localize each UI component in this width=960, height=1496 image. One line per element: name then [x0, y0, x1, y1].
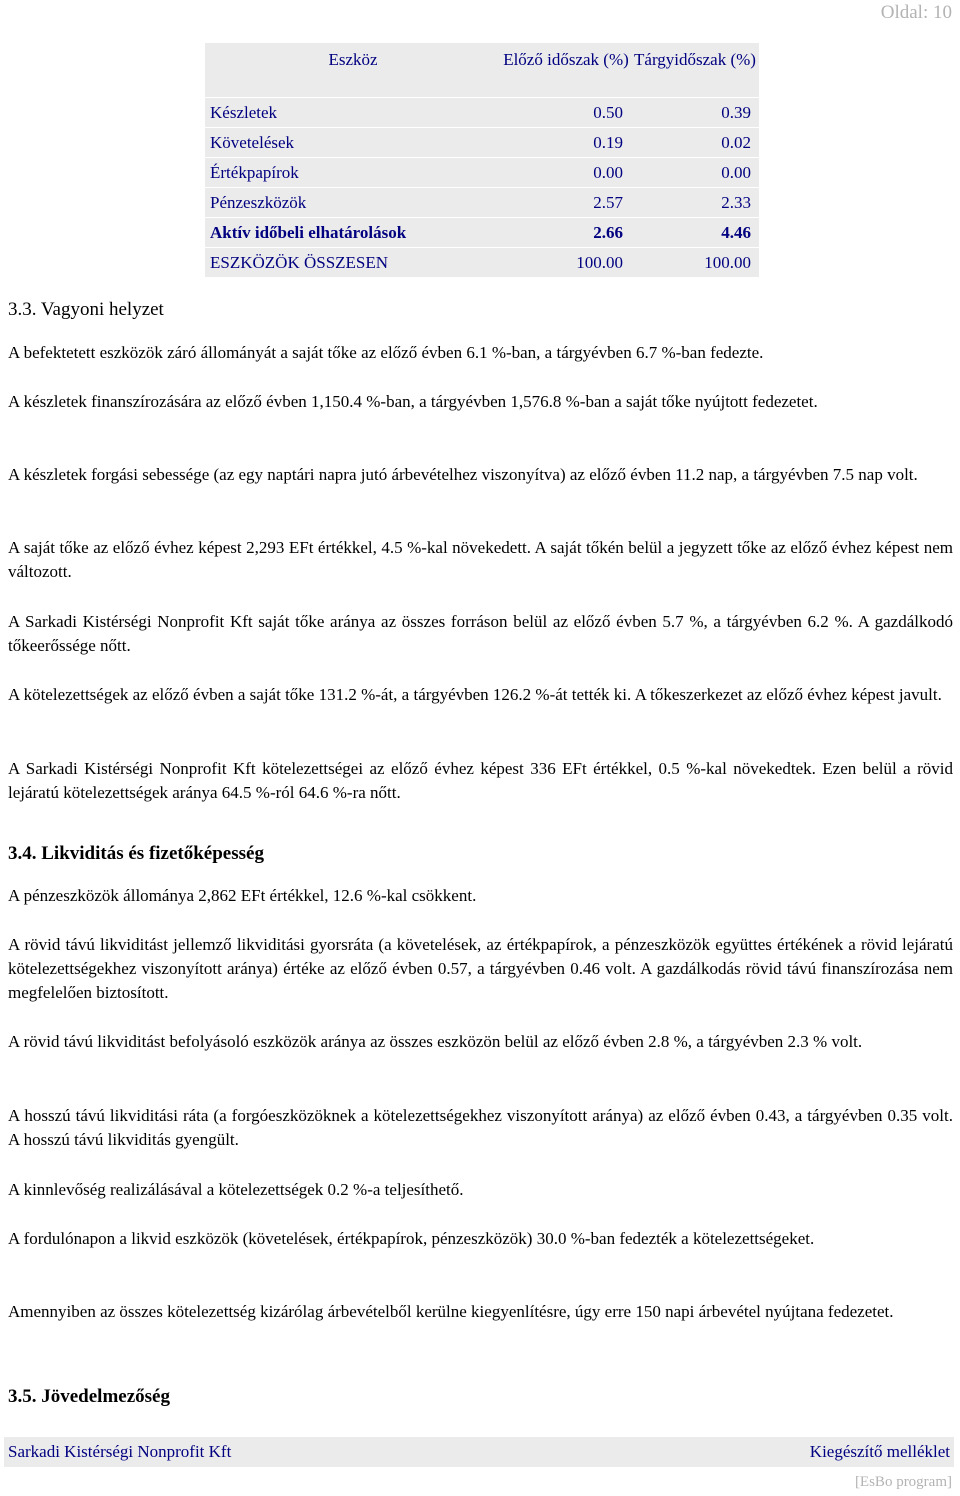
paragraph: A rövid távú likviditást jellemző likviditási gyorsráta (a követelések, az értékpapírok, a pénzeszközök együttes értékének a rövid lejáratú kötelezettségekhez viszonyított aránya) értéke az előző évben 0.57, a tárgyévben 0.46 volt. A gazdálkodás rövid távú finanszírozása nem megfelelően biztosított. [8, 935, 953, 1002]
column-header-current: Tárgyidőszak (%) [631, 43, 759, 98]
row-asset-name: ESZKÖZÖK ÖSSZESEN [205, 248, 501, 278]
table-total-row [205, 248, 759, 278]
row-prev-value: 2.57 [501, 188, 631, 218]
paragraph: A pénzeszközök állománya 2,862 EFt értékkel, 12.6 %-kal csökkent. [8, 886, 477, 905]
row-prev-value: 0.19 [501, 128, 631, 158]
asset-ratio-table [205, 43, 759, 277]
row-prev-value: 2.66 [501, 218, 631, 248]
paragraph: A rövid távú likviditást befolyásoló eszközök aránya az összes eszközön belül az előző évben 2.8 %, a tárgyévben 2.3 % volt. [8, 1032, 863, 1051]
paragraph: Amennyiben az összes kötelezettség kizárólag árbevételből kerülne kiegyenlítésre, úgy erre 150 napi árbevétel nyújtana fedezetet. [8, 1302, 894, 1321]
footer-document-title: Kiegészítő melléklet [809, 1442, 950, 1461]
row-prev-value: 100.00 [501, 248, 631, 278]
table-header-row [205, 43, 759, 98]
section-heading-likviditas: 3.4. Likviditás és fizetőképesség [8, 843, 264, 864]
table-row [205, 188, 759, 218]
paragraph: A fordulónapon a likvid eszközök (követelések, értékpapírok, pénzeszközök) 30.0 %-ban fedezték a kötelezettségeket. [8, 1229, 815, 1248]
row-curr-value: 4.46 [631, 218, 759, 248]
paragraph: A saját tőke az előző évhez képest 2,293 EFt értékkel, 4.5 %-kal növekedett. A saját tőkén belül a jegyzett tőke az előző évhez képest nem változott. [8, 538, 953, 581]
row-prev-value: 0.50 [501, 98, 631, 128]
paragraph: A Sarkadi Kistérségi Nonprofit Kft saját tőke aránya az összes forráson belül az előző évben 5.7 %, a tárgyévben 6.2 %. A gazdálkodó tőkeerőssége nőtt. [8, 612, 953, 655]
table-row [205, 218, 759, 248]
row-curr-value: 0.00 [631, 158, 759, 188]
paragraph: A készletek finanszírozására az előző évben 1,150.4 %-ban, a tárgyévben 1,576.8 %-ban a saját tőke nyújtott fedezetet. [8, 392, 818, 411]
page-footer [4, 1437, 954, 1467]
row-curr-value: 0.39 [631, 98, 759, 128]
table-row [205, 158, 759, 188]
row-asset-name: Értékpapírok [205, 158, 501, 188]
table-row [205, 98, 759, 128]
row-asset-name: Aktív időbeli elhatárolások [205, 218, 501, 248]
section-heading-vagyoni-helyzet: 3.3. Vagyoni helyzet [8, 299, 164, 320]
footer-company: Sarkadi Kistérségi Nonprofit Kft [8, 1442, 232, 1461]
row-curr-value: 100.00 [631, 248, 759, 278]
column-header-previous: Előző időszak (%) [501, 43, 631, 98]
paragraph: A befektetett eszközök záró állományát a saját tőke az előző évben 6.1 %-ban, a tárgyévben 6.7 %-ban fedezte. [8, 343, 764, 362]
paragraph: A kötelezettségek az előző évben a saját tőke 131.2 %-át, a tárgyévben 126.2 %-át tették ki. A tőkeszerkezet az előző évhez képest javult. [8, 685, 942, 704]
row-asset-name: Pénzeszközök [205, 188, 501, 218]
row-curr-value: 2.33 [631, 188, 759, 218]
paragraph: A kinnlevőség realizálásával a kötelezettségek 0.2 %-a teljesíthető. [8, 1180, 464, 1199]
table-row [205, 128, 759, 158]
section-heading-jovedelmezoseg: 3.5. Jövedelmezőség [8, 1386, 170, 1407]
row-prev-value: 0.00 [501, 158, 631, 188]
program-tag: [EsBo program] [854, 1474, 952, 1490]
paragraph: A Sarkadi Kistérségi Nonprofit Kft kötelezettségei az előző évhez képest 336 EFt értékkel, 0.5 %-kal növekedtek. Ezen belül a rövid lejáratú kötelezettségek aránya 64.5 %-ról 64.6 %-ra nőtt. [8, 759, 953, 802]
paragraph: A készletek forgási sebessége (az egy naptári napra jutó árbevételhez viszonyítva) az előző évben 11.2 nap, a tárgyévben 7.5 nap volt. [8, 465, 918, 484]
page-number: Oldal: 10 [880, 2, 952, 23]
row-asset-name: Követelések [205, 128, 501, 158]
paragraph: A hosszú távú likviditási ráta (a forgóeszközöknek a kötelezettségekhez viszonyított aránya) az előző évben 0.43, a tárgyévben 0.35 volt. A hosszú távú likviditás gyengült. [8, 1106, 953, 1149]
column-header-asset: Eszköz [205, 43, 501, 98]
row-asset-name: Készletek [205, 98, 501, 128]
row-curr-value: 0.02 [631, 128, 759, 158]
